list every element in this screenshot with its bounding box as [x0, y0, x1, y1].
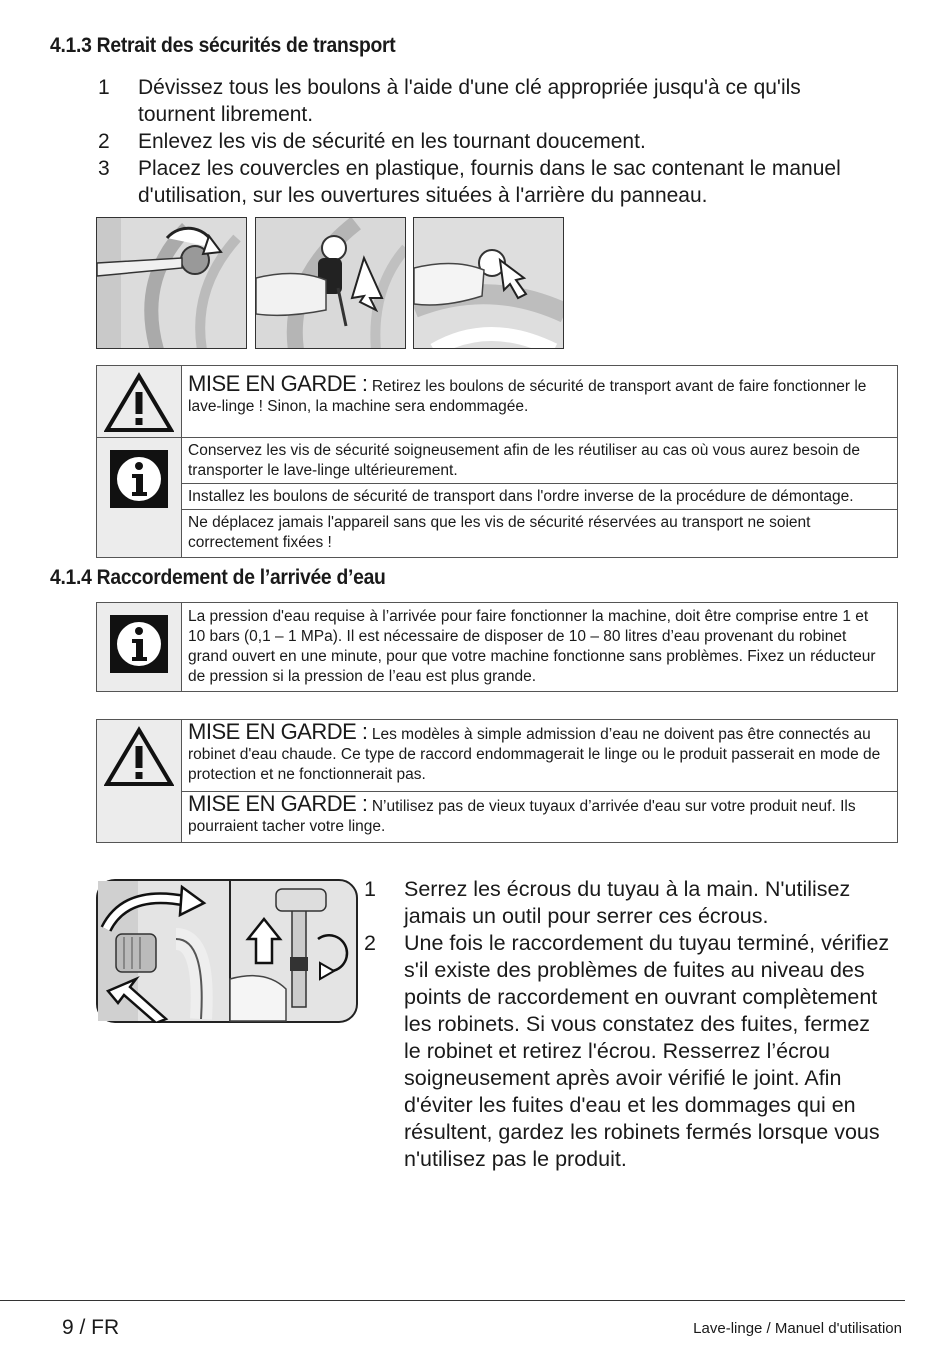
hose-steps — [362, 876, 892, 1173]
illustration-hose-connection — [96, 879, 358, 1023]
page-number: 9 / FR — [62, 1316, 120, 1339]
warning-label: MISE EN GARDE : — [188, 371, 368, 396]
warning-label: MISE EN GARDE : — [188, 719, 368, 744]
warning-info-box-transport — [96, 365, 898, 558]
info-icon — [110, 450, 168, 508]
warning-box-water-inlet — [96, 719, 898, 843]
info-row: Conservez les vis de sécurité soigneusement afin de les réutiliser au cas où vous aurez besoin de transporter le lave-linge ultérieurement. — [182, 438, 897, 484]
footer-divider — [0, 1300, 905, 1301]
warning-icon — [104, 726, 174, 788]
section-414-title: 4.1.4 Raccordement de l’arrivée d’eau — [50, 566, 386, 589]
illustration-unscrew-bolts — [96, 217, 247, 349]
warning-row: MISE EN GARDE : Les modèles à simple admission d’eau ne doivent pas être connectés au robinet d'eau chaude. Ce type de raccord endommagerait le linge ou le produit passerait en mode de protection et ne fonctionnerait pas. — [182, 720, 897, 792]
section-413-steps — [96, 74, 876, 209]
illustration-remove-screws — [255, 217, 406, 349]
warning-row: MISE EN GARDE : N’utilisez pas de vieux tuyaux d’arrivée d'eau sur votre produit neuf. Ils pourraient tacher votre linge. — [188, 791, 856, 835]
list-item: 2 Enlevez les vis de sécurité en les tournant doucement. — [98, 130, 646, 153]
warning-row: MISE EN GARDE : Retirez les boulons de sécurité de transport avant de faire fonctionner le lave-linge ! Sinon, la machine sera endommagée. — [182, 366, 897, 438]
list-item: 2 Une fois le raccordement du tuyau terminé, vérifiez s'il existe des problèmes de fuites au niveau des points de raccordement en ouvrant complètement les robinets. Si vous constatez des fuites, fermez le robinet et retirez l'écrou. Resserrez l’écrou soigneusement après avoir vérifié le joint. Afin d'éviter les fuites d'eau et les dommages qui en résultent, gardez les robinets fermés lorsque vous n'utilisez pas le produit. — [364, 931, 890, 1171]
illustration-place-covers — [413, 217, 564, 349]
section-413-title: 4.1.3 Retrait des sécurités de transport — [50, 34, 396, 57]
list-item: 1 Serrez les écrous du tuyau à la main. N'utilisez jamais un outil pour serrer ces écrous. — [364, 877, 851, 928]
info-row: Installez les boulons de sécurité de transport dans l'ordre inverse de la procédure de démontage. — [182, 484, 897, 510]
info-row: Ne déplacez jamais l'appareil sans que les vis de sécurité réservées au transport ne soient correctement fixées ! — [188, 514, 811, 551]
info-row: La pression d'eau requise à l’arrivée pour faire fonctionner la machine, doit être comprise entre 1 et 10 bars (0,1 – 1 MPa). Il est nécessaire de disposer de 10 – 80 litres d’eau provenant du robinet grand ouvert en une minute, pour que votre machine fonctionne sans problèmes. Fixez un réducteur de pression si la pression de l’eau est plus grande. — [188, 608, 876, 685]
list-item: 1 Dévissez tous les boulons à l'aide d'une clé appropriée jusqu'à ce qu'ils tournent librement. — [98, 76, 801, 126]
info-icon — [110, 615, 168, 673]
warning-label: MISE EN GARDE : — [188, 791, 368, 816]
warning-icon — [104, 372, 174, 434]
info-box-water-pressure — [96, 602, 898, 692]
list-item: 3 Placez les couvercles en plastique, fournis dans le sac contenant le manuel d'utilisation, sur les ouvertures situées à l'arrière du panneau. — [98, 157, 841, 207]
manual-title: Lave-linge / Manuel d'utilisation — [693, 1320, 902, 1337]
